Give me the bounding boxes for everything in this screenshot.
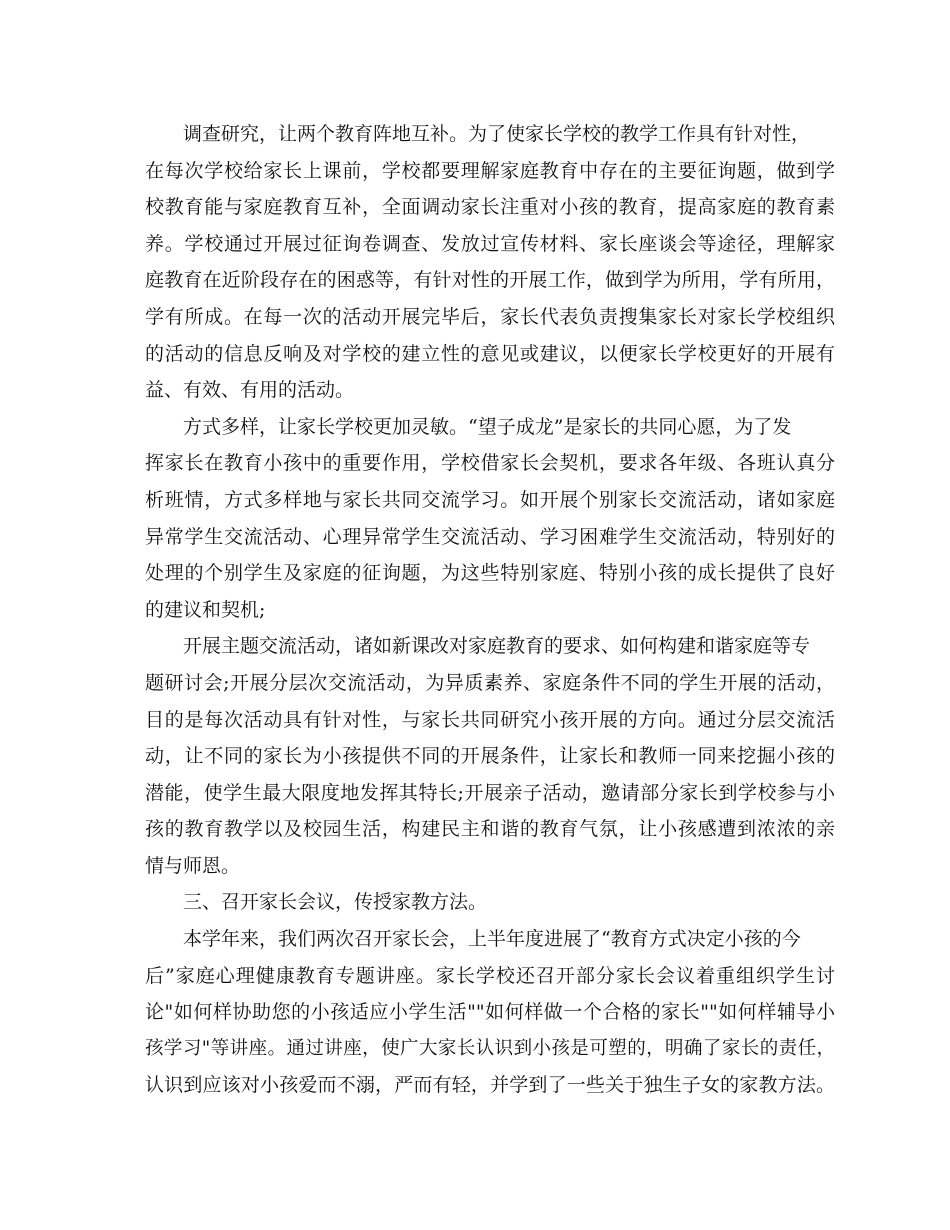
paragraph-methods (145, 409, 835, 629)
text-line: 益、有效、有用的活动。 (145, 379, 355, 402)
text-line: 孩学习"等讲座。通过讲座，使广大家长认识到小孩是可塑的，明确了家长的责任， (145, 1037, 835, 1059)
text-line: 在每次学校给家长上课前，学校都要理解家庭教育中存在的主要征询题，做到学 (145, 159, 835, 182)
text-line: 养。学校通过开展过征询卷调查、发放过宣传材料、家长座谈会等途径，理解家 (145, 232, 835, 255)
paragraph-research (145, 116, 835, 409)
text-line: 的活动的信息反响及对学校的建立性的意见或建议，以便家长学校更好的开展有 (145, 342, 835, 365)
text-line: 处理的个别学生及家庭的征询题，为这些特别家庭、特别小孩的成长提供了良好 (145, 562, 835, 585)
text-line: 学有所成。在每一次的活动开展完毕后，家长代表负责搜集家长对家长学校组织 (145, 305, 835, 328)
text-line: 异常学生交流活动、心理异常学生交流活动、学习困难学生交流活动，特别好的 (145, 525, 835, 548)
text-line: 校教育能与家庭教育互补，全面调动家长注重对小孩的教育，提高家庭的教育素 (145, 196, 835, 219)
text-line: 后”家庭心理健康教育专题讲座。家长学校还召开部分家长会议着重组织学生讨 (145, 964, 835, 987)
heading-line: 三、召开家长会议，传授家教方法。 (183, 891, 488, 914)
text-line: 析班情，方式多样地与家长共同交流学习。如开展个别家长交流活动，诸如家庭 (145, 488, 835, 511)
text-line: 开展主题交流活动，诸如新课改对家庭教育的要求、如何构建和谐家庭等专 (183, 635, 811, 658)
text-line: 本学年来，我们两次召开家长会，上半年度进展了“教育方式决定小孩的今 (183, 928, 801, 951)
text-line: 方式多样，让家长学校更加灵敏。“望子成龙”是家长的共同心愿，为了发 (183, 415, 792, 438)
text-line: 孩的教育教学以及校园生活，构建民主和谐的教育气氛，让小孩感遭到浓浓的亲 (145, 818, 835, 841)
text-line: 潜能，使学生最大限度地发挥其特长;开展亲子活动，邀请部分家长到学校参与小 (145, 781, 835, 804)
text-line: 情与师恩。 (145, 854, 241, 877)
text-line: 题研讨会;开展分层次交流活动，为异质素养、家庭条件不同的学生开展的活动， (145, 671, 835, 694)
text-line: 的建议和契机; (145, 598, 266, 621)
section-heading (145, 884, 835, 921)
text-line: 调查研究，让两个教育阵地互补。为了使家长学校的教学工作具有针对性， (183, 123, 811, 145)
text-line: 动，让不同的家长为小孩提供不同的开展条件，让家长和教师一同来挖掘小孩的 (145, 745, 835, 768)
document-body (145, 116, 835, 1104)
text-line: 挥家长在教育小孩中的重要作用，学校借家长会契机，要求各年级、各班认真分 (145, 452, 835, 475)
paragraph-activities (145, 628, 835, 884)
text-line: 认识到应该对小孩爱而不溺，严而有轻，并学到了一些关于独生子女的家教方法。 (145, 1074, 835, 1097)
text-line: 庭教育在近阶段存在的困惑等，有针对性的开展工作，做到学为所用，学有所用， (145, 269, 835, 292)
paragraph-meetings (145, 921, 835, 1104)
text-line: 论"如何样协助您的小孩适应小学生活""如何样做一个合格的家长""如何样辅导小 (145, 1001, 835, 1024)
text-line: 目的是每次活动具有针对性，与家长共同研究小孩开展的方向。通过分层交流活 (145, 708, 835, 731)
